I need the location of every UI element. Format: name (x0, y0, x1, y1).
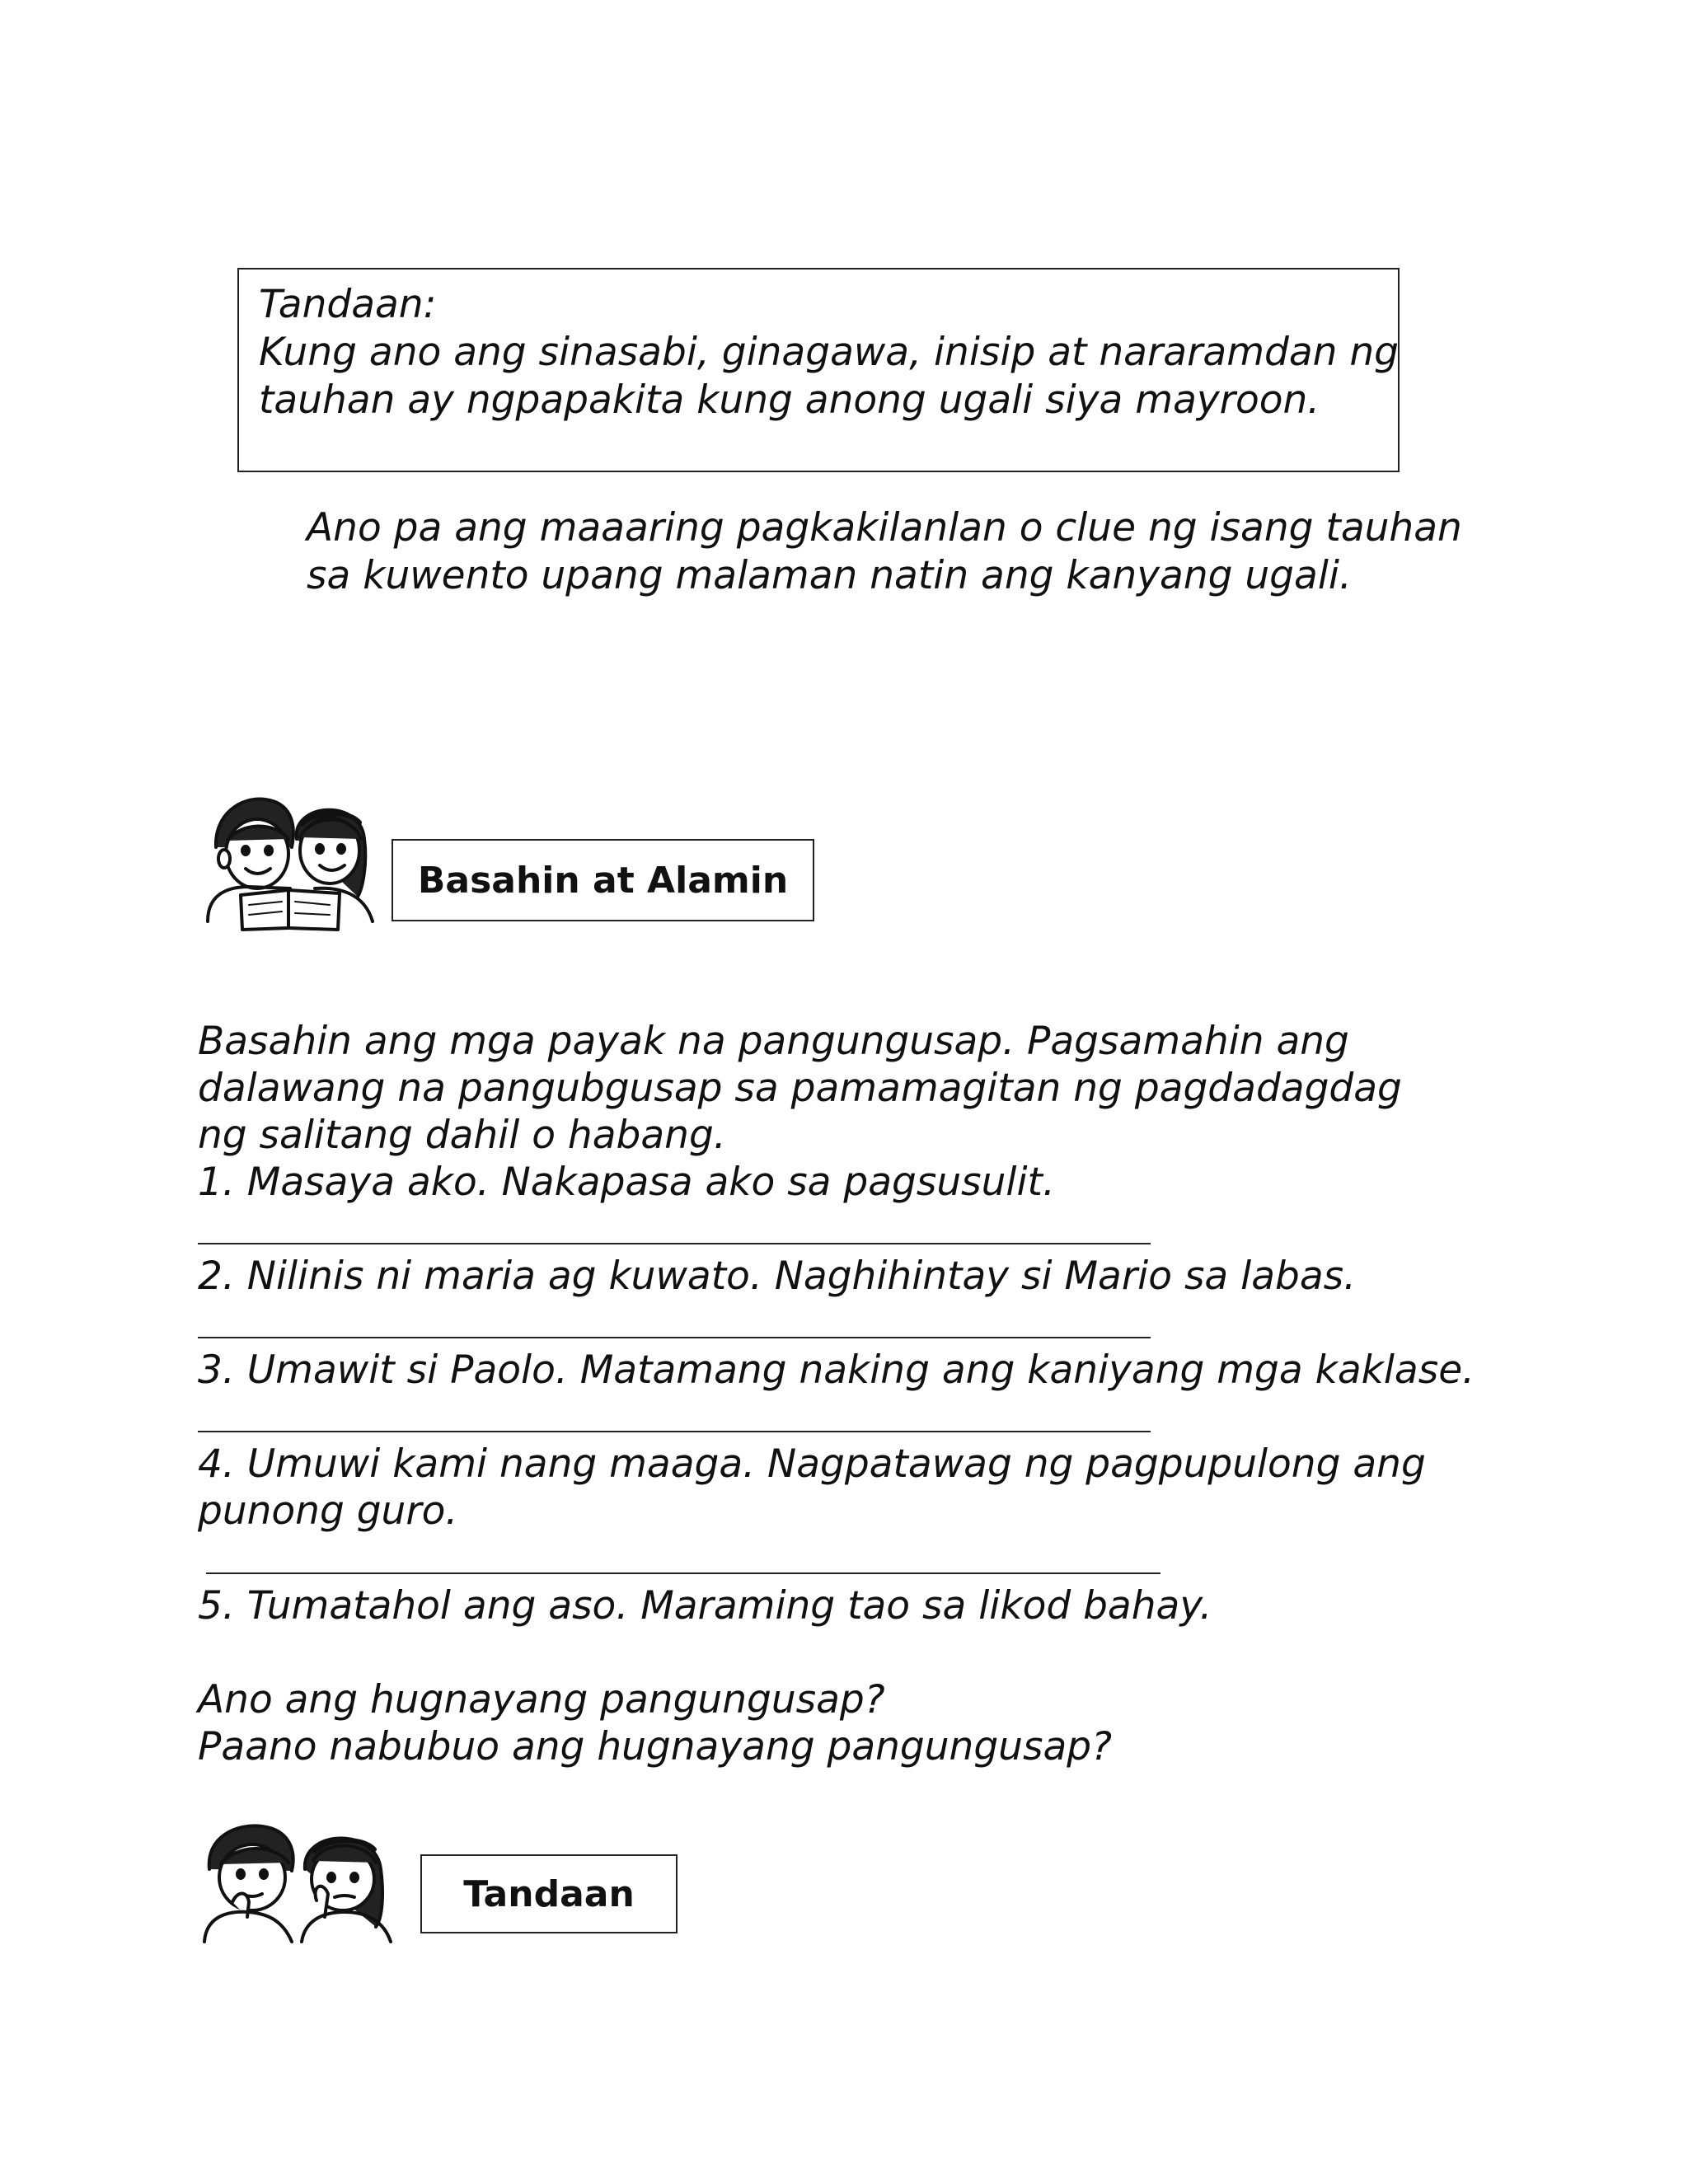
tandaan-line-2: tauhan ay ngpapakita kung anong ugali siya mayroon. (259, 377, 1320, 423)
two-children-thinking-icon (199, 1820, 397, 1943)
exercise-item-4-continued: punong guro. (198, 1488, 458, 1534)
answer-line-1[interactable] (198, 1243, 1151, 1244)
exercise-item-4: 4. Umuwi kami nang maaga. Nagpatawag ng pagpupulong ang (198, 1441, 1426, 1487)
two-children-reading-icon (199, 790, 377, 931)
exercise-item-5: 5. Tumatahol ang aso. Maraming tao sa likod bahay. (198, 1583, 1212, 1629)
exercise-item-3: 3. Umawit si Paolo. Matamang naking ang kaniyang mga kaklase. (198, 1347, 1475, 1393)
instructions-line-2: dalawang na pangubgusap sa pamamagitan ng pagdadagdag (198, 1066, 1402, 1111)
closing-question-1: Ano ang hugnayang pangungusap? (198, 1677, 885, 1722)
answer-line-4[interactable] (206, 1572, 1160, 1574)
exercise-item-1: 1. Masaya ako. Nakapasa ako sa pagsusulit. (198, 1160, 1055, 1205)
basahin-at-alamin-label: Basahin at Alamin (392, 839, 814, 921)
tandaan-heading: Tandaan: (259, 282, 437, 327)
instructions-line-3: ng salitang dahil o habang. (198, 1113, 726, 1158)
tandaan-section-label: Tandaan (420, 1854, 678, 1933)
closing-question-2: Paano nabubuo ang hugnayang pangungusap? (198, 1724, 1113, 1769)
answer-line-2[interactable] (198, 1337, 1151, 1338)
question-line-2: sa kuwento upang malaman natin ang kanyang ugali. (307, 553, 1352, 598)
instructions-line-1: Basahin ang mga payak na pangungusap. Pagsamahin ang (198, 1019, 1349, 1064)
question-line-1: Ano pa ang maaaring pagkakilanlan o clue ng isang tauhan (307, 505, 1462, 551)
tandaan-note-box (237, 268, 1400, 472)
answer-line-3[interactable] (198, 1431, 1151, 1432)
tandaan-line-1: Kung ano ang sinasabi, ginagawa, inisip at nararamdan ng (259, 330, 1399, 375)
exercise-item-2: 2. Nilinis ni maria ag kuwato. Naghihintay si Mario sa labas. (198, 1254, 1357, 1299)
